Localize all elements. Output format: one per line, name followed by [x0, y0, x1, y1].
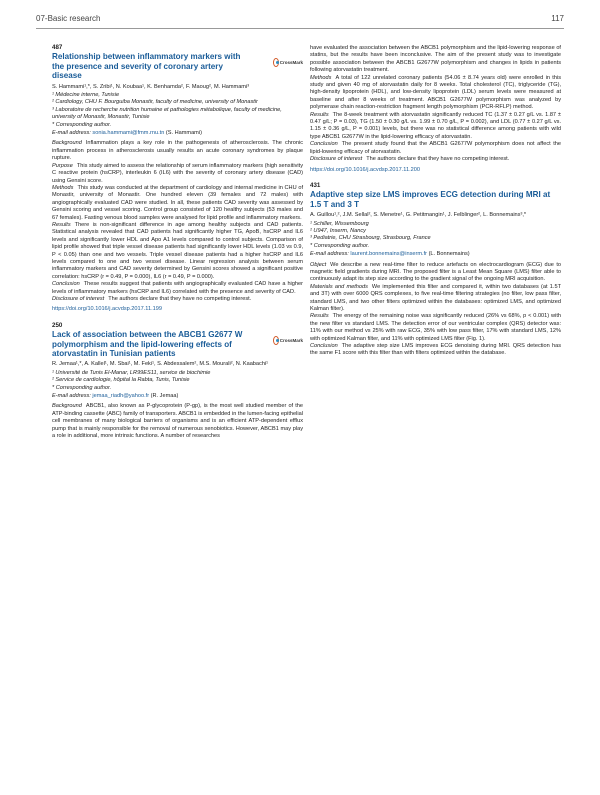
email-line [310, 251, 561, 258]
affiliation: ¹ Médecine interne, Tunisie [52, 92, 120, 99]
section-label: Conclusion [310, 343, 338, 350]
section-text: The adaptive step size LMS improves ECG denoising during MRI. QRS detection has the same F1 score with this filter than with filters optimized within the database. [310, 343, 561, 357]
email-line [52, 393, 303, 400]
section-text: ABCB1, also known as P-glycoprotein (P-gp), is the most well studied member of the ATP-binding cassette (ABC) family of transporters. ABCB1 is embedded in the lumen-facing epithelial cell membranes of many biological barriers of organisms and is an efficient ATP-dependent efflux pump that is mainly responsible for the removal of numerous xenobiotics. However, ABCB1 may play a role in additional, more intrinsic functions. A number of researches [52, 403, 303, 440]
email-name: (R. Jemaa) [150, 393, 179, 400]
section [310, 141, 561, 156]
abstract-number: 431 [310, 181, 321, 189]
section-text: have evaluated the association between the ABCB1 polymorphism and the lipid-lowering response of statins, but the results have been inconclusive. The aim of the present study was to investigate possible association between the ABCB1 G2677W polymorphism and changes in lipids in patients following atorvastatin treatment. [310, 45, 561, 74]
affiliation: ² Service de cardiologie, hôpital la Rabta, Tunis, Tunisie [52, 377, 190, 384]
section [52, 163, 303, 185]
email-label: E-mail address: [52, 130, 91, 137]
email-link[interactable]: jemaa_riadh@yahoo.fr [92, 393, 150, 400]
section [310, 343, 561, 358]
affiliation: * Corresponding author. [52, 384, 112, 391]
doi-link[interactable]: https://doi.org/10.1016/j.acvdsp.2017.11.199 [52, 306, 162, 313]
crossmark-label: CrossMark [279, 59, 303, 65]
authors: A. Guillou¹,², J.M. Sellal², S. Menetre¹, G. Petitmangin¹, J. Felblinger², L. Bonnemains³,* [310, 212, 527, 219]
abstract-number: 250 [52, 321, 63, 329]
journal-section: 07-Basic research [36, 14, 101, 23]
abstract-487 [52, 44, 303, 314]
section-label: Methods [310, 74, 332, 81]
page-number: 117 [551, 14, 564, 23]
section-label: Conclusion [52, 281, 80, 288]
section-label: Methods [52, 184, 74, 191]
abstract-title[interactable] [310, 190, 561, 209]
email-line [52, 130, 303, 137]
section-text: The 8-week treatment with atorvastatin significantly reduced TC (1.37 ± 0.27 g/L vs. 1.87 ± 0.47 g/L; P = 0.03), TG (1.50 ± 0.30 g/L vs. 1.99 ± 0.70 g/L, P = 0.002), and LDL (0.77 ± 0.27 g/L vs. 1.15 ± 0.36 g/L, P = 0.001) levels, but there was no statistical difference among patients with wild type ABCB1 G2677W in the lipid-lowering efficacy of atorvastatin. [310, 111, 561, 140]
section-label: Results [310, 313, 329, 320]
section-label: Background [52, 403, 82, 410]
email-label: E-mail address: [310, 251, 349, 258]
section-label: Results [52, 221, 71, 228]
affiliation: * Corresponding author. [310, 242, 370, 249]
section-label: Materials and methods [310, 283, 368, 290]
section-text: The authors declare that they have no competing interest. [366, 156, 510, 163]
section-text: This study aimed to assess the relationship of serum inflammatory markers (high sensitivity C reactive protein (hsCRP), interleukin 6 (IL6) with the severity of coronary artery disease (CAD) using Gensini score. [52, 162, 303, 184]
authors: S. Hammami¹,*, S. Zribi¹, N. Koubaa¹, K. Benhamda², F. Maoug², M. Hammami³ [52, 83, 250, 90]
abstract-title[interactable] [52, 52, 303, 80]
section [310, 75, 561, 112]
section-text: This study was conducted at the department of cardiology and internal medicine in CHU of Monastir, university of Monastir. One hundred eleven (39 females and 72 males) with angiographically evaluated CAD were studied. In all, these patients CAD severity was assessed by Gensini scoring and vessel scoring. Control group consisted of 120 healthy subjects (53 males and 67 females). Fasting venous blood samples were analysed for lipid profile and inflammatory markers. [52, 184, 303, 221]
affiliation: * Corresponding author. [52, 121, 112, 128]
section-label: Object [310, 261, 327, 268]
abstract-431 [310, 182, 561, 358]
email-name: (S. Hammami) [165, 130, 202, 137]
crossmark-badge[interactable] [273, 54, 303, 70]
section [52, 296, 303, 303]
section [310, 156, 561, 163]
section-text: The energy of the remaining noise was significantly reduced (26% vs 68%, p < 0.001) with the new filter vs standard LMS. The detection error of our ventricular complex (QRS) detector was: 11% with our method vs 25% with raw ECG, 35% with low pass filter, 17% with standard LMS, 12% with optimized Kalman filter, and 11% with optimized LMS filter (Fig. 1). [310, 313, 561, 342]
right-column [310, 45, 561, 358]
section-label: Results [310, 111, 329, 118]
crossmark-badge[interactable] [273, 332, 303, 348]
section-text: The authors declare that they have no competing interest. [108, 296, 252, 302]
abstract-250 [52, 322, 303, 441]
section [52, 403, 303, 440]
abstract-title-text: Lack of association between the ABCB1 G2677 W polymorphism and the lipid-lowering effects of atorvastatin in Tunisian patients [52, 330, 243, 359]
section [52, 281, 303, 296]
email-label: E-mail address: [52, 393, 91, 400]
affiliation: ² Cardiology, CHU F. Bourguiba Monastir, faculty of medicine, university of Monastir [52, 99, 258, 106]
section [52, 140, 303, 162]
email-name: (L. Bonnemains) [428, 251, 470, 258]
section-label: Disclosure of interest [310, 156, 363, 163]
authors: R. Jemaa¹,*, A. Kallel¹, M. Sbai¹, M. Feki¹, S. Abdessalem², M.S. Mourali², N. Kaabachi¹ [52, 361, 269, 368]
crossmark-label: CrossMark [279, 337, 303, 343]
affiliation: ³ Pediatrie, CHU Strasbourg, Strasbourg, France [310, 235, 431, 242]
page-header [36, 14, 564, 29]
affiliation: ² U947, Inserm, Nancy [310, 227, 366, 234]
section [310, 45, 561, 75]
section-text: There is non-significant difference in age among healthy subjects and CAD patients. Statistical analysis revealed that CAD patients had significantly higher TG, ApoB, hsCRP and IL6 levels and significantly lower HDL and Apo A1 levels compared to control subjects. Comparison of lipid profile showed that triple vessel disease patients had significantly lower HDL levels (1.03 vs 0.9, P < 0.05) than one and two vessels. Triple vessel disease patients had a higher hsCRP and IL6 levels compared to one and two vessel disease. Linear regression analysis between serum inflammatory markers and CAD severity determined by Gensini scores showed a significant positive correlation: hsCRP (r = 0.49, P = 0.000), IL6 (r = 0.49, P = 0.000). [52, 221, 303, 280]
section-text: A total of 122 unrelated coronary patients (54.06 ± 8.74 years old) were enrolled in this study and given 40 mg of atorvastatin daily for 8 weeks. Total cholesterol (TC), triglyceride (TG), high-density lipoprotein (HDL), and low-density lipoprotein (LDL) serum levels were measured at baseline and after 8 weeks of treatment. ABCB1 G2677W polymorphism was analyzed by polymerase chain reaction-restriction fragment length polymorphism (PCR-RFLP) method. [310, 74, 561, 111]
section [310, 112, 561, 142]
email-link[interactable]: laurent.bonnemains@inserm.fr [350, 251, 427, 258]
affiliation: ¹ Université de Tunis El-Manar, LR99ES11, service de biochimie [52, 369, 211, 376]
section [52, 185, 303, 222]
abstract-title-text: Adaptive step size LMS improves ECG detection during MRI at 1.5 T and 3 T [310, 190, 551, 209]
section [310, 313, 561, 343]
doi-link[interactable]: https://doi.org/10.1016/j.acvdsp.2017.11.200 [310, 166, 420, 173]
section-text: We implemented this filter and compared it, within two databases (at 1.5T and 3T) with over 6000 QRS complexes, to five real-time filtering strategies (no filter, low pass filter, standard LMS, and two other filters optimized within the databases: optimized LMS, and optimized Kalman filter). [310, 283, 562, 312]
abstract-title-text: Relationship between inflammatory markers with the presence and severity of coronary artery disease [52, 52, 241, 81]
affiliation: ³ Laboratoire de recherche nutrition humaine et pathologies métabolique, faculty of medicine, university of Monastir, Monastir, Tunisie [52, 106, 282, 121]
email-link[interactable]: sonia.hammami@fmm.rnu.tn [92, 130, 165, 137]
abstract-title[interactable] [52, 330, 303, 358]
section-label: Purpose [52, 162, 73, 169]
section [310, 262, 561, 284]
section-text: Inflammation plays a key role in the pathogenesis of atherosclerosis. The chronic inflammation process in atherosclerosis usually results an acute coronary syndromes by plaque rupture. [52, 140, 303, 162]
affiliation: ¹ Schiller, Wissembourg [310, 220, 369, 227]
crossmark-icon [273, 336, 279, 345]
section [52, 222, 303, 281]
section-label: Disclosure of interest [52, 296, 105, 302]
section-text: The present study found that the ABCB1 G2677W polymorphism does not affect the lipid-lowering efficacy of atorvastatin. [310, 141, 561, 155]
section-text: We describe a new real-time filter to reduce artefacts on electrocardiogram (ECG) due to magnetic field gradients during MRI. The proposed filter is a Least Mean Square (LMS) filter able to continuously adapt its step size according to the gradient signal of the ongoing MRI acquisition. [310, 261, 561, 283]
section-label: Conclusion [310, 141, 338, 148]
crossmark-icon [273, 58, 279, 67]
abstract-number: 487 [52, 44, 63, 51]
section-text: These results suggest that patients with angiographically evaluated CAD have a higher levels of inflammatory markers (hsCRP and IL6) correlated with the presence and severity of CAD. [52, 281, 303, 295]
left-column [52, 42, 303, 441]
section [310, 284, 561, 314]
section-label: Background [52, 140, 82, 147]
